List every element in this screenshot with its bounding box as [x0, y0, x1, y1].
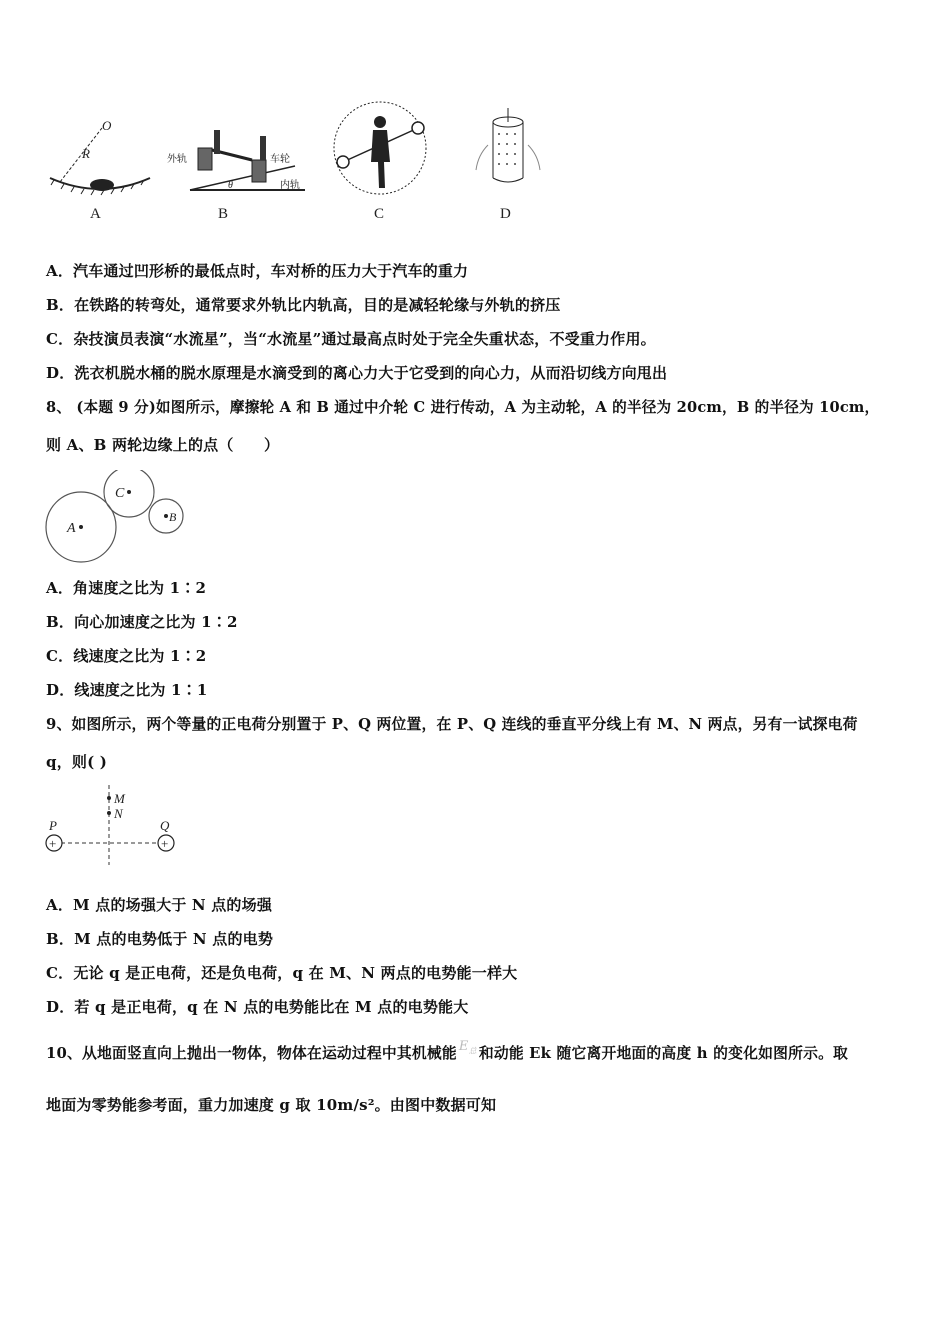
q8-figure-wheels: [40, 470, 200, 570]
q9-option-c: C．无论 q 是正电荷，还是负电荷，q 在 M、N 两点的电势能一样大: [46, 964, 518, 982]
q10-symbol-sub: 总: [468, 1046, 477, 1056]
q8-stem-line1: 8、 (本题 9 分)如图所示，摩擦轮 A 和 B 通过中介轮 C 进行传动，A 为主动轮，A 的半径为 20cm，B 的半径为 10cm，: [46, 399, 880, 416]
q8-option-c: C．线速度之比为 1∶2: [46, 647, 207, 665]
q8-option-a: A．角速度之比为 1∶2: [46, 579, 207, 597]
figure-a-label-o: O: [102, 118, 112, 133]
charge-q-label: Q: [160, 818, 170, 833]
q10-symbol-e: E: [458, 1039, 469, 1054]
q10-stem-part1: 10、从地面竖直向上抛出一物体，物体在运动过程中其机械能: [46, 1045, 457, 1062]
wheel-b-label: B: [169, 510, 177, 524]
q9-stem-line1: 9、如图所示，两个等量的正电荷分别置于 P、Q 两位置，在 P、Q 连线的垂直平分线上有 M、N 两点，另有一试探电荷: [46, 716, 858, 733]
point-n-label: N: [114, 806, 123, 821]
wheel-a-label: A: [67, 521, 76, 536]
charge-p-label: P: [49, 818, 57, 833]
figure-a-concave-bridge: [50, 118, 150, 222]
q8-option-d: D．线速度之比为 1∶1: [46, 681, 208, 699]
figure-d-spin-dryer: [476, 108, 540, 222]
figure-b-outer-rail: 外轨: [167, 154, 187, 165]
svg-text:+: +: [49, 836, 57, 851]
q7-option-d: D．洗衣机脱水桶的脱水原理是水滴受到的离心力大于它受到的向心力，从而沿切线方向甩出: [46, 364, 668, 382]
wheel-c-label: C: [115, 486, 125, 501]
q7-option-c: C．杂技演员表演“水流星”，当“水流星”通过最高点时处于完全失重状态，不受重力作用。: [46, 330, 656, 348]
top-figure: [40, 100, 570, 230]
q9-stem-line2: q，则( ): [46, 753, 108, 771]
q9-option-d: D．若 q 是正电荷，q 在 N 点的电势能比在 M 点的电势能大: [46, 998, 469, 1016]
figure-a-label-r: R: [82, 146, 90, 161]
q10-stem-line1: [46, 1039, 849, 1065]
svg-text:+: +: [161, 836, 169, 851]
q9-figure-charges: [40, 785, 190, 870]
point-m-label: M: [114, 791, 125, 806]
figure-d-caption: D: [500, 206, 511, 222]
q7-option-b: B．在铁路的转弯处，通常要求外轨比内轨高，目的是减轻轮缘与外轨的挤压: [46, 296, 561, 314]
figure-c-water-meteor: [334, 102, 426, 222]
figure-c-caption: C: [374, 206, 385, 222]
q8-stem-line2: 则 A、B 两轮边缘上的点（ ）: [46, 436, 280, 454]
figure-b-theta: θ: [228, 180, 233, 191]
q8-option-b: B．向心加速度之比为 1∶2: [46, 613, 238, 631]
figure-b-railway: [167, 130, 305, 222]
q10-stem-part2: 和动能 Ek 随它离开地面的高度 h 的变化如图所示。取: [478, 1045, 849, 1062]
figure-b-inner-rail: 内轨: [280, 180, 300, 191]
figure-b-caption: B: [218, 206, 229, 222]
q7-option-a: A．汽车通过凹形桥的最低点时，车对桥的压力大于汽车的重力: [46, 262, 469, 280]
q10-stem-line2: 地面为零势能参考面，重力加速度 g 取 10m/s²。由图中数据可知: [46, 1096, 497, 1114]
q10-symbol-e-total: [459, 1039, 477, 1054]
q9-option-b: B．M 点的电势低于 N 点的电势: [46, 930, 274, 948]
figure-b-wheel: 车轮: [270, 154, 290, 165]
q9-option-a: A．M 点的场强大于 N 点的场强: [46, 896, 273, 914]
figure-a-caption: A: [90, 206, 101, 222]
